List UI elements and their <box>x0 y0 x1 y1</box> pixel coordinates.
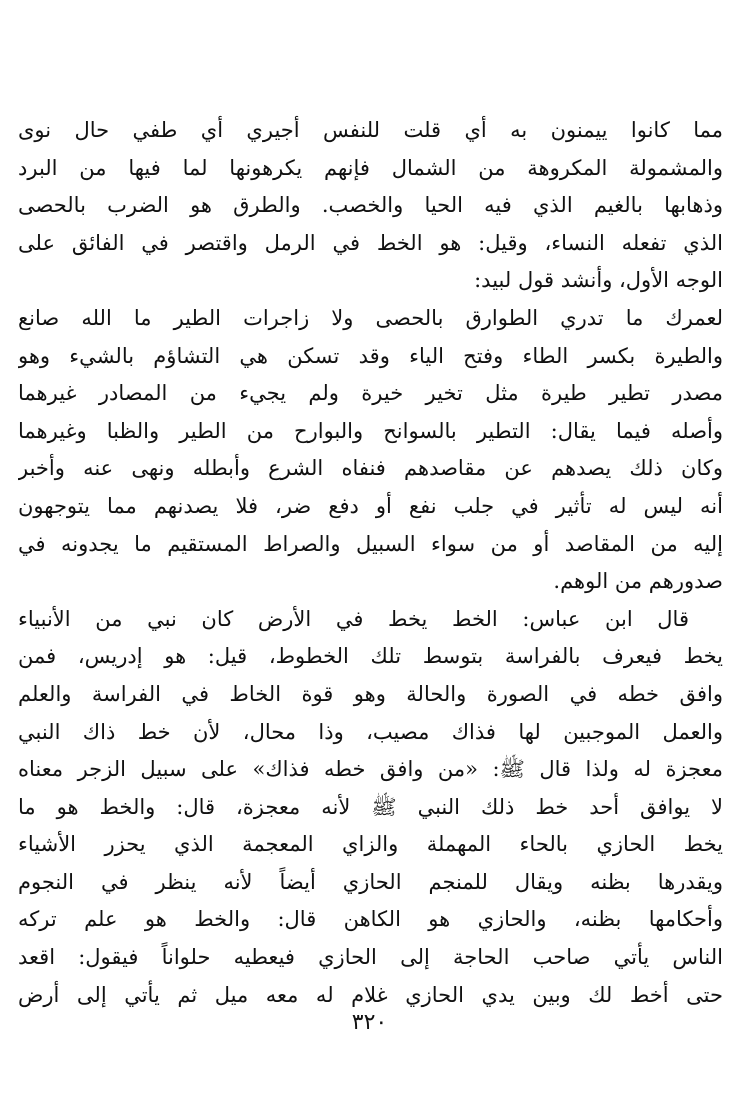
body-text <box>18 112 723 1014</box>
page-number: ٣٢٠ <box>351 1010 388 1035</box>
text-line: والعمل الموجبين لها فذاك مصيب، وذا محال، لأن خط ذاك النبي <box>18 719 723 744</box>
text-line: وذهابها بالغيم الذي فيه الحيا والخصب. والطرق هو الضرب بالحصى <box>18 193 723 218</box>
text-line: إليه من المقاصد أو من سواء السبيل والصراط المستقيم ما يجدونه في <box>18 531 723 556</box>
text-line: والمشمولة المكروهة من الشمال فإنهم يكرهونها لما فيها من البرد <box>18 155 723 180</box>
text-line: وكان ذلك يصدهم عن مقاصدهم فنفاه الشرع وأبطله ونهى عنه وأخبر <box>18 456 723 481</box>
text-line: الذي تفعله النساء، وقيل: هو الخط في الرمل واقتصر في الفائق على <box>18 230 723 255</box>
text-line: صدورهم من الوهم. <box>553 569 723 594</box>
text-line: مما كانوا ييمنون به أي قلت للنفس أجيري أي طفي حال نوى <box>18 118 723 142</box>
text-line: يخط الحازي بالحاء المهملة والزاي المعجمة الذي يحزر الأشياء <box>18 832 723 857</box>
text-line: الناس يأتي صاحب الحاجة إلى الحازي فيعطيه حلواناً فيقول: اقعد <box>18 945 723 970</box>
paragraph-start-line: قال ابن عباس: الخط يخط في الأرض كان نبي من الأنبياء <box>18 606 689 631</box>
text-line: وافق خطه في الصورة والحالة وهو قوة الخاط في الفراسة والعلم <box>18 681 723 706</box>
text-line: معجزة له ولذا قال ﷺ: «من وافق خطه فذاك» على سبيل الزجر معناه <box>18 757 723 782</box>
text-line: وأحكامها بظنه، والحازي هو الكاهن قال: والخط هو علم تركه <box>18 907 723 932</box>
text-line: الوجه الأول، وأنشد قول لبيد: <box>474 268 723 293</box>
text-line: مصدر تطير طيرة مثل تخير خيرة ولم يجيء من المصادر غيرهما <box>18 381 723 406</box>
text-line: أنه ليس له تأثير في جلب نفع أو دفع ضر، فلا يصدنهم مما يتوجهون <box>18 493 723 518</box>
text-line: حتى أخط لك وبين يدي الحازي غلام له معه ميل ثم يأتي إلى أرض <box>18 982 723 1007</box>
text-line: وأصله فيما يقال: التطير بالسوانح والبوارح من الطير والظبا وغيرهما <box>18 418 723 443</box>
text-line: والطيرة بكسر الطاء وفتح الياء وقد تسكن هي التشاؤم بالشيء وهو <box>18 343 723 368</box>
text-line: يخط فيعرف بالفراسة بتوسط تلك الخطوط، قيل: هو إدريس، فمن <box>18 644 723 669</box>
verse-line: لعمرك ما تدري الطوارق بالحصى ولا زاجرات الطير ما الله صانع <box>18 305 723 330</box>
text-line: ويقدرها بظنه ويقال للمنجم الحازي أيضاً لأنه ينظر في النجوم <box>18 869 723 894</box>
text-line: لا يوافق أحد خط ذلك النبي ﷺ لأنه معجزة، قال: والخط هو ما <box>18 794 723 819</box>
